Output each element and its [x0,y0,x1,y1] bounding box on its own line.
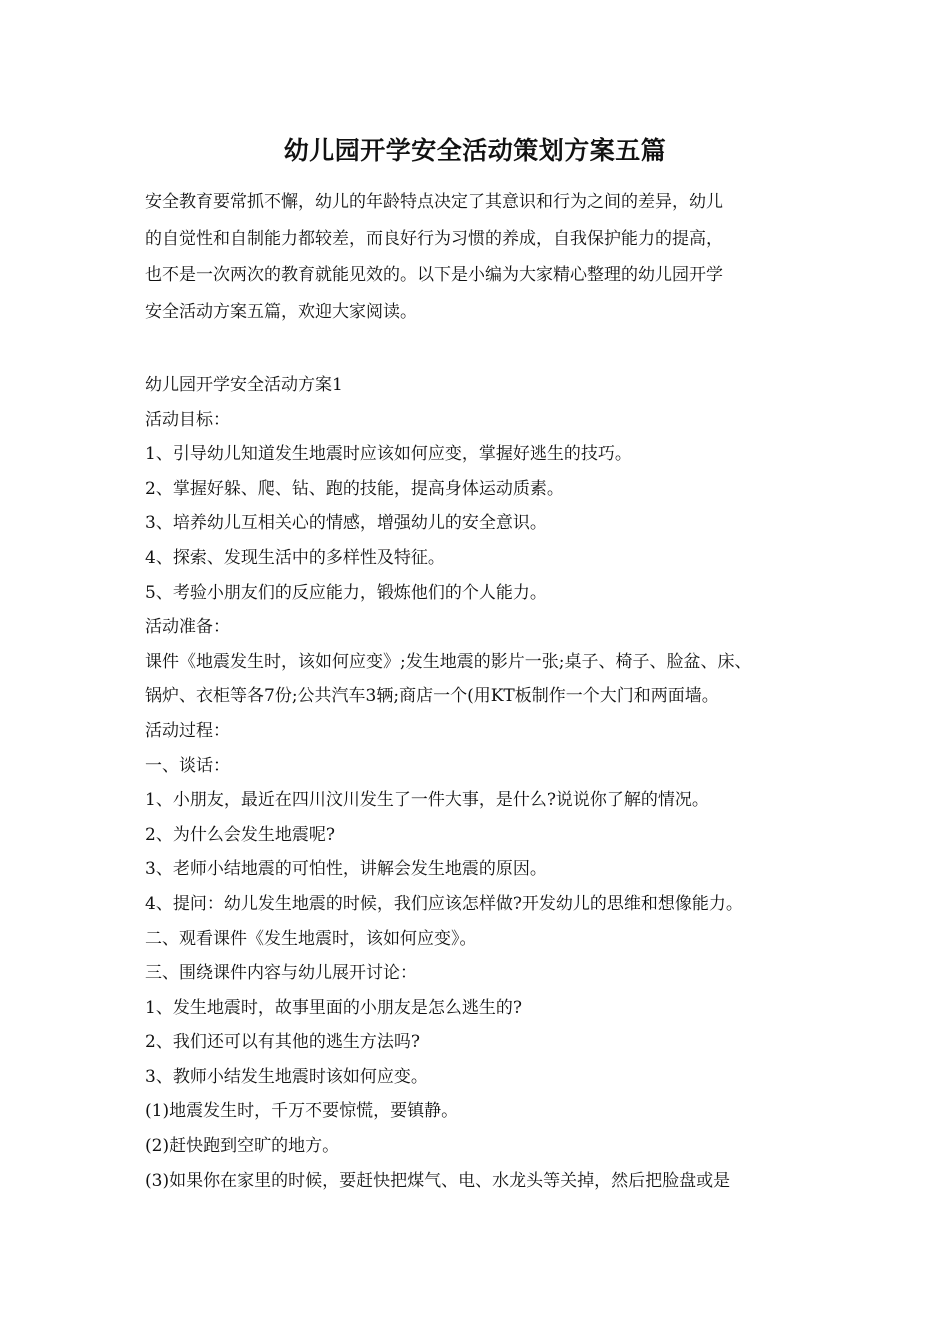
process-step-heading: 三、围绕课件内容与幼儿展开讨论： [145,963,417,984]
process-step-heading: 二、观看课件《发生地震时，该如何应变》。 [145,928,477,949]
section-heading: 幼儿园开学安全活动方案1 [145,375,343,395]
subheading-preparation: 活动准备： [145,617,230,638]
process-subitem: (1)地震发生时，千万不要惊慌，要镇静。 [145,1101,459,1122]
preparation-text: 课件《地震发生时，该如何应变》;发生地震的影片一张;桌子、椅子、脸盆、床、 [145,651,752,672]
process-item: 4、提问：幼儿发生地震的时候，我们应该怎样做?开发幼儿的思维和想像能力。 [145,893,743,914]
goal-item: 2、掌握好躲、爬、钻、跑的技能，提高身体运动质素。 [145,478,564,499]
intro-line: 的自觉性和自制能力都较差，而良好行为习惯的养成，自我保护能力的提高， [145,228,723,249]
process-item: 2、为什么会发生地震呢? [145,824,335,845]
process-item: 1、发生地震时，故事里面的小朋友是怎么逃生的? [145,997,522,1018]
subheading-goals: 活动目标： [145,409,230,430]
process-item: 1、小朋友，最近在四川汶川发生了一件大事，是什么?说说你了解的情况。 [145,790,709,811]
process-item: 2、我们还可以有其他的逃生方法吗? [145,1032,420,1053]
intro-line: 也不是一次两次的教育就能见效的。以下是小编为大家精心整理的幼儿园开学 [145,265,723,285]
subheading-process: 活动过程： [145,720,230,741]
process-subitem: (2)赶快跑到空旷的地方。 [145,1136,340,1157]
process-item: 3、老师小结地震的可怕性，讲解会发生地震的原因。 [145,859,547,880]
preparation-text: 锅炉、衣柜等各7份;公共汽车3辆;商店一个(用KT板制作一个大门和两面墙。 [145,686,719,707]
process-item: 3、教师小结发生地震时该如何应变。 [145,1066,428,1087]
goal-item: 5、考验小朋友们的反应能力，锻炼他们的个人能力。 [145,582,547,603]
document-title: 幼儿园开学安全活动策划方案五篇 [283,136,667,165]
intro-paragraph [145,184,815,330]
intro-line: 安全活动方案五篇，欢迎大家阅读。 [145,301,417,322]
document-body [145,368,825,1198]
goal-item: 3、培养幼儿互相关心的情感，增强幼儿的安全意识。 [145,513,547,534]
intro-line: 安全教育要常抓不懈，幼儿的年龄特点决定了其意识和行为之间的差异，幼儿 [145,192,723,212]
process-step-heading: 一、谈话： [145,755,230,776]
goal-item: 4、探索、发现生活中的多样性及特征。 [145,547,445,568]
goal-item: 1、引导幼儿知道发生地震时应该如何应变，掌握好逃生的技巧。 [145,444,632,465]
process-subitem: (3)如果你在家里的时候，要赶快把煤气、电、水龙头等关掉，然后把脸盘或是 [145,1170,731,1191]
